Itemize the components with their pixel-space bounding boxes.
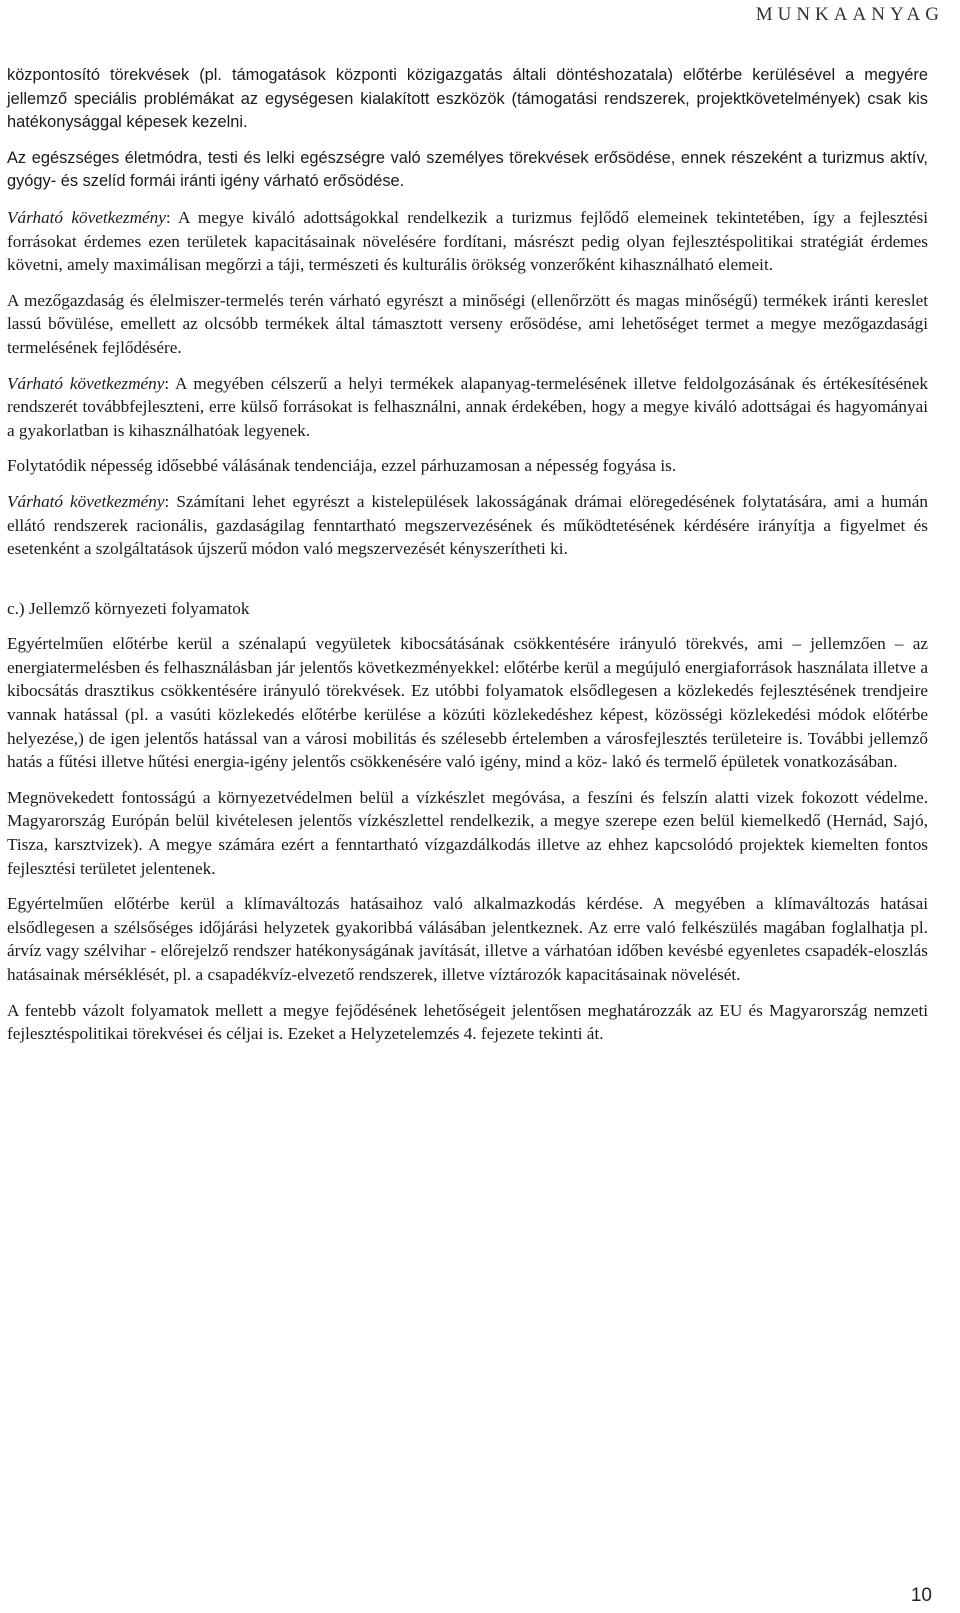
- section-heading-environment: c.) Jellemző környezeti folyamatok: [7, 598, 250, 618]
- paragraph-healthy-lifestyle: Az egészséges életmódra, testi és lelki egészségre való személyes törekvések erősödése, ennek részeként a turizmus aktív, gyógy- és szelíd formái iránti igény várható erősödése.: [7, 148, 928, 191]
- paragraph-eu-policy: A fentebb vázolt folyamatok mellett a megye fejődésének lehetőségeit jelentősen meghatározzák az EU és Magyarország nemzeti fejlesztéspolitikai törekvései és céljai is. Ezeket a Helyzetelemzés 4. fejezete tekinti át.: [7, 1000, 928, 1044]
- consequence-label: Várható következmény: [7, 491, 165, 511]
- document-body: [7, 64, 928, 1058]
- page-header-watermark: MUNKAANYAG: [755, 4, 944, 25]
- paragraph-water-resources: Megnövekedett fontosságú a környezetvédelmen belül a vízkészlet megóvása, a feszíni és felszín alatti vizek fokozott védelme. Magyarország Európán belül kivételesen jelentős vízkészlettel rendelkezik, a megye szerepe ezen belül kiemelkedő (Hernád, Sajó, Tisza, karsztvizek). A megye számára ezért a fenntartható vízgazdálkodás illetve az ehhez kapcsolódó projektek kiemelten fontos fejlesztési területet jelentenek.: [7, 787, 928, 878]
- consequence-label: Várható következmény: [7, 207, 166, 227]
- consequence-text: : Számítani lehet egyrészt a kistelepülések lakosságának drámai elöregedésének folytatására, ami a humán ellátó rendszerek racionális, gazdaságilag fenntartható megszervezésének és működtetésének kérdésére irányítja a figyelmet és esetenként a szolgáltatások újszerű módon való megszervezését kényszerítheti ki.: [7, 491, 928, 559]
- paragraph-consequence-aging: [7, 490, 928, 561]
- paragraph-consequence-tourism: [7, 206, 928, 277]
- paragraph-carbon-emissions: Egyértelműen előtérbe kerül a szénalapú vegyületek kibocsátásának csökkentésére irányuló törekvés, ami – jellemzően – az energiatermelésben és felhasználásban jár jelentős következményekkel: előtérbe kerül a megújuló energiaforrások használata illetve a kibocsátás drasztikus csökkentésére irányuló törekvések. Ez utóbbi folyamatok elsődlegesen a közlekedés fejlesztésének trendjeire vannak hatással (pl. a vasúti közlekedés előtérbe kerülése a közúti közlekedéshez képest, közösségi közlekedési módok előtérbe helyezése,) de igen jelentős hatással van a városi mobilitás és szélesebb értelemben a városfejlesztés területeire is. További jellemző hatás a fűtési illetve hűtési energia-igény jelentős csökkenésére való igény, mind a köz- lakó és termelő épületek vonatkozásában.: [7, 634, 928, 772]
- consequence-text: : A megye kiváló adottságokkal rendelkezik a turizmus fejlődő elemeinek tekintetében, így a fejlesztési forrásokat érdemes ezen területek kapacitásainak növelésére fordítani, másrészt pedig olyan fejlesztéspolitikai stratégiát érdemes követni, amely maximálisan megőrzi a táji, természeti és kulturális örökség vonzerőként kihasználható elemeit.: [7, 207, 928, 275]
- paragraph-agriculture: A mezőgazdaság és élelmiszer-termelés terén várható egyrészt a minőségi (ellenőrzött és magas minőségű) termékek iránti kereslet lassú bővülése, emellett az olcsóbb termékek által támasztott verseny erősödése, ami lehetőséget termet a megye mezőgazdasági termelésének fejlődésére.: [7, 290, 928, 357]
- consequence-text: : A megyében célszerű a helyi termékek alapanyag-termelésének illetve feldolgozásának és értékesítésének rendszerét továbbfejleszteni, erre külső forrásokat is felhasználni, annak érdekében, hogy a megye kiváló adottságai és hagyományai a gyakorlatban is kihasználhatóak legyenek.: [7, 373, 928, 440]
- consequence-label: Várható következmény: [7, 373, 165, 393]
- paragraph-climate-adaptation: Egyértelműen előtérbe kerül a klímaváltozás hatásaihoz való alkalmazkodás kérdése. A megyében a klímaváltozás hatásai elsődlegesen a szélsőséges időjárási helyzetek gyakoribbá válásában jelentkeznek. Az erre való felkészülés magában foglalhatja pl. árvíz vagy szélvihar - előrejelző rendszer hatékonyságának javítását, illetve a várhatóan időben kevésbé egyenletes csapadék-eloszlás hatásainak mérséklését, pl. a csapadékvíz-elvezető rendszerek, illetve víztározók kapacitásainak növelését.: [7, 894, 928, 984]
- page-number: 10: [910, 1585, 932, 1606]
- paragraph-aging-population: Folytatódik népesség idősebbé válásának tendenciája, ezzel párhuzamosan a népesség fogyása is.: [7, 456, 677, 476]
- paragraph-centralization: központosító törekvések (pl. támogatások központi közigazgatás általi döntéshozatala) előtérbe kerülésével a megyére jellemző speciális problémákat az egységesen kialakított eszközök (támogatási rendszerek, projektkövetelmények) csak kis hatékonysággal képesek kezelni.: [7, 66, 928, 132]
- paragraph-consequence-agriculture: [7, 372, 928, 443]
